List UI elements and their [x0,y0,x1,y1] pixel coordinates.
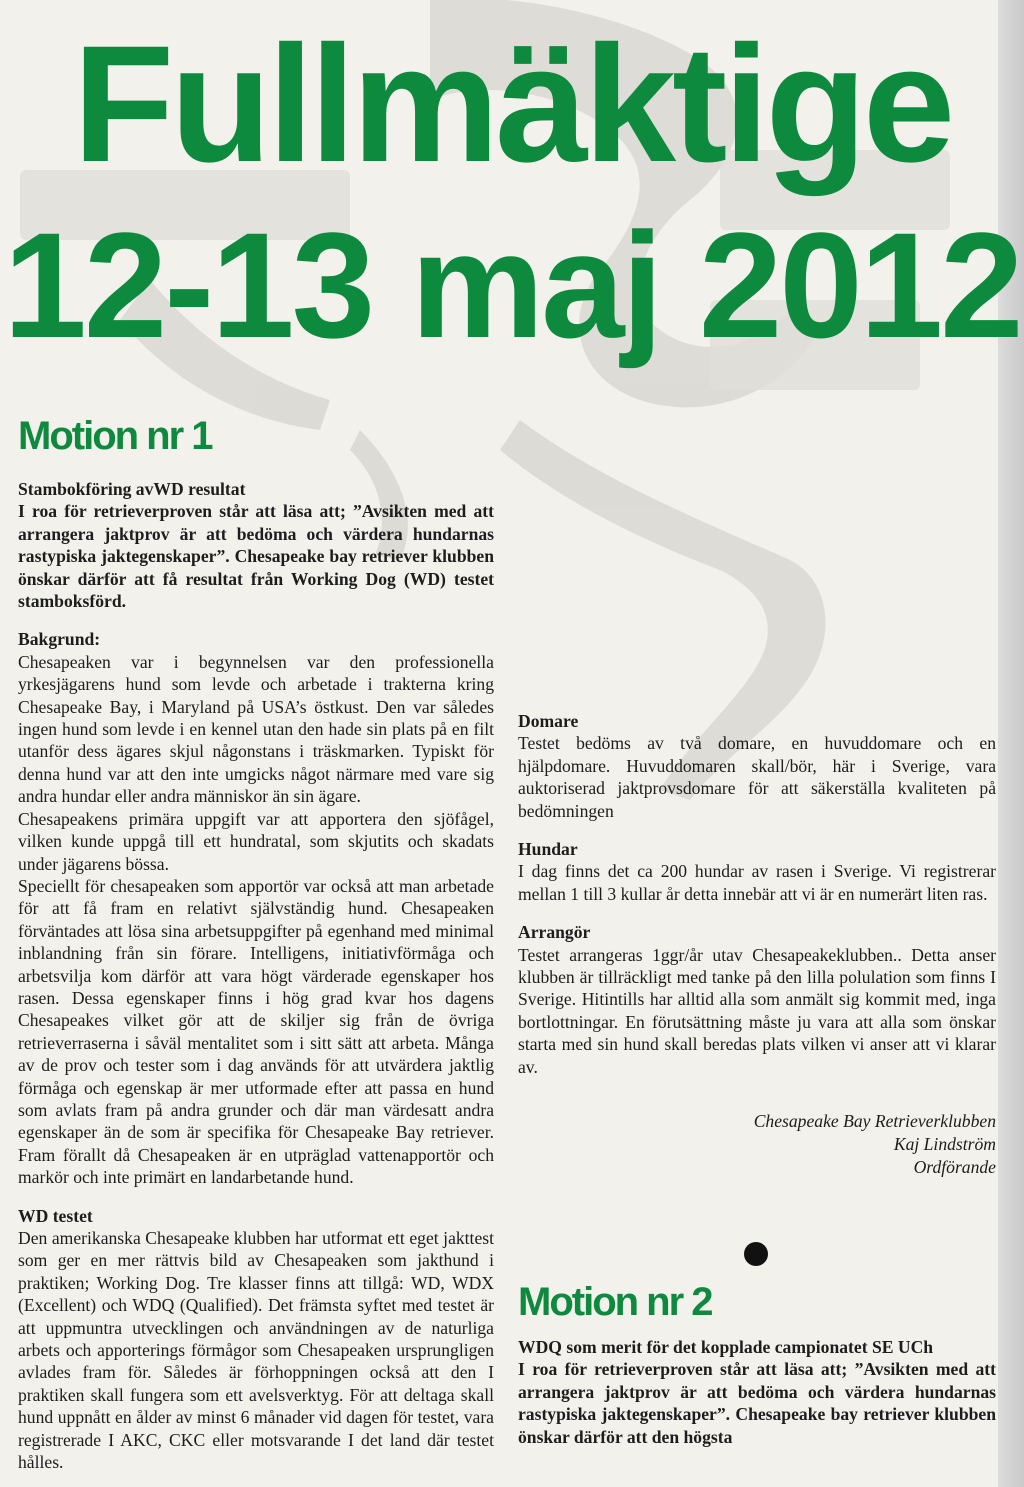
signature-block [518,1110,996,1179]
section-divider-bullet [744,1242,768,1266]
motion-2-heading: Motion nr 2 [518,1280,712,1324]
section-heading-arrangor: Arrangör [518,922,591,943]
motion-1-lead-title: Stambokföring avWD resultat [18,479,246,499]
paragraph-bakgrund-2: Chesapeakens primära uppgift var att apportera den sjöfågel, vilken kunde uppgå till ett hundratal, som skjutits och skadats under jägarens bössa. [18,808,494,874]
motion-2-lead-body: I roa för retrieverproven står att läsa att; ”Avsikten med att arrangera jaktprov är att bedöma och värdera hundarnas rastypiska jaktegenskaper”. Chesapeake bay retriever klubben önskar därför att den högsta [518,1359,996,1447]
motion-2-text [518,1336,996,1448]
motion-1-lead-body: I roa för retrieverproven står att läsa att; ”Avsikten med att arrangera jaktprov är att bedöma och värdera hundarnas rastypiska jaktegenskaper”. Chesapeake bay retriever klubben önskar därför att få resultat från Working Dog (WD) testet stamboksförd. [18,501,494,612]
paragraph-wd-testet: Den amerikanska Chesapeake klubben har utformat ett eget jakttest som ger en mer rättvis bild av Chesapeaken som jakthund i praktiken; Working Dog. Tre klasser finns att tillgå: WD, WDX (Excellent) och WDQ (Qualified). Det främsta syftet med testet är att uppmuntra utvecklingen och användningen av de naturliga arbets och apporterings förmågor som Chesapeaken ursprungligen avlades fram för. Således är förhoppningen också att den I praktiken skall fungera som ett avelsverktyg. För att deltaga skall hund uppnått en ålder av minst 6 månader vid dagen för testet, vara registrerade I AKC, CKC eller motsvarande I det land där testet hålles. [18,1228,494,1473]
paragraph-arrangor: Testet arrangeras 1ggr/år utav Chesapeakeklubben.. Detta anser klubben är tillräckligt med tanke på den lilla polulation som finns I Sverige. Hitintills har alltid alla som anmält sig kommit med, inga bortlottningar. En förutsättning måste ju vara att alla som önskar starta med sin hund skall beredas plats vilken vi anser att vi klarar av. [518,944,996,1077]
left-column [18,478,494,1473]
section-heading-wd-testet: WD testet [18,1205,93,1226]
paragraph-bakgrund-3: Speciellt för chesapeaken som apportör var också att man arbetade för att få fram en relativt självständig hund. Chesapeaken förväntades att lösa sina arbetsuppgifter på egenhand med minimal inblandning från sin förare. Intelligens, initiativförmåga och arbetsvilja kom därför att vara högt värderade egenskaper hos rasen. Dessa egenskaper finns i hög grad kvar hos dagens Chesapeakes vilket gör att de skiljer sig från de övriga retrieverraserna i såväl mentalitet som i sitt sätt att arbeta. Många av de prov och tester som i dag används för att utvärdera jaktlig förmåga och egenskap är mer utformade efter att passa en hund som avlats fram på andra grunder och där man värdesatt andra egenskaper än de som är specifika för Chesapeake Bay retriever. Fram förallt då Chesapeaken är en utpräglad vattenapportör och markör och inte primärt en landarbetande hund. [18,875,494,1188]
motion-2-lead-title: WDQ som merit för det kopplade campionatet SE UCh [518,1337,934,1357]
paragraph-bakgrund-1: Chesapeaken var i begynnelsen var den professionella yrkesjägarens hund som levde och arbetade i trakterna kring Chesapeake Bay, i Maryland på USA’s östkust. Den var således ingen hund som levde i en kennel utan den hade sin plats på en filt utanför dess ägares skjul någonstans i träskmarken. Typiskt för denna hund var att den inte umgicks något närmare med vare sig andra hundar eller andra människor än sin ägare. [18,651,494,807]
signature-role: Ordförande [913,1157,996,1178]
paragraph-hundar: I dag finns det ca 200 hundar av rasen i Sverige. Vi registrerar mellan 1 till 3 kullar år detta innebär att vi är en numerärt liten ras. [518,861,996,904]
paragraph-domare: Testet bedöms av två domare, en huvuddomare och en hjälpdomare. Huvuddomaren skall/bör, här i Sverige, vara auktoriserad jaktprovsdomare för att säkerställa kvaliteten på bedömningen [518,733,996,821]
right-column [518,710,996,1179]
page-title: Fullmäktige [72,12,952,197]
signature-club: Chesapeake Bay Retrieverklubben [753,1111,996,1132]
section-heading-domare: Domare [518,711,579,731]
section-heading-bakgrund: Bakgrund: [18,629,101,650]
page-subtitle-date: 12-13 maj 2012 [3,201,1021,369]
motion-1-heading: Motion nr 1 [18,414,212,458]
signature-name: Kaj Lindström [893,1134,996,1155]
section-heading-hundar: Hundar [518,839,578,860]
